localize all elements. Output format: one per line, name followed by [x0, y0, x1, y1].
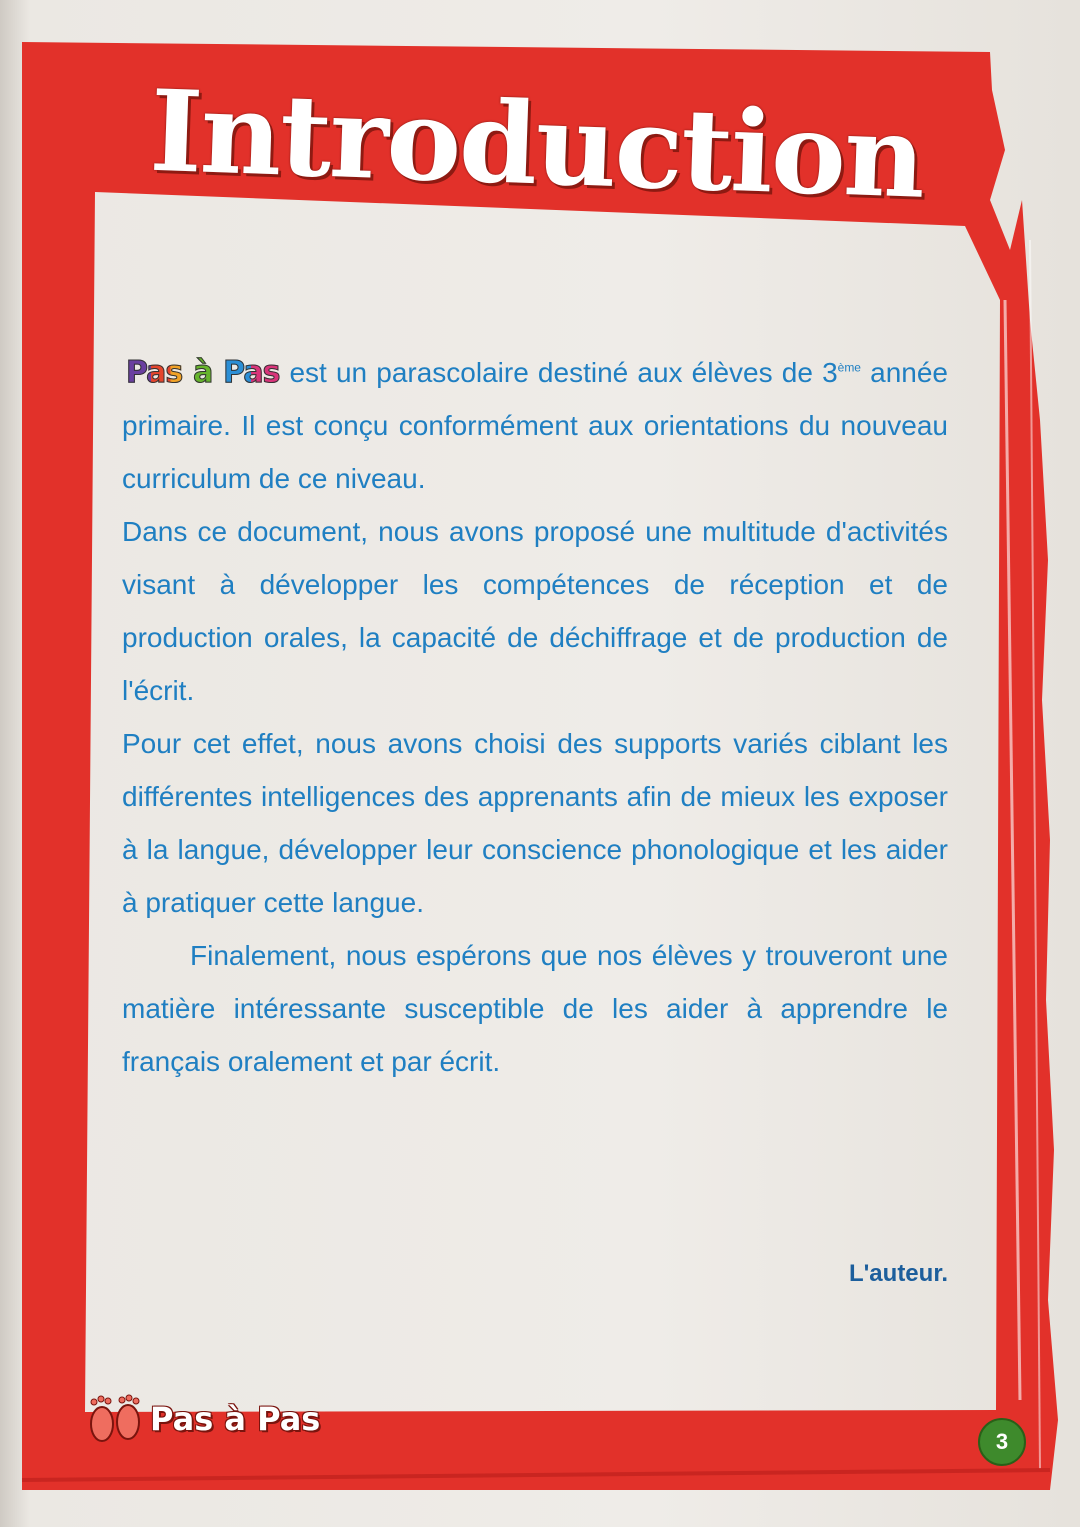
page-title: Introduction: [147, 65, 926, 224]
paragraph-3: Pour cet effet, nous avons choisi des supports variés ciblant les différentes intelligences des apprenants afin de mieux les exposer à la langue, développer leur conscience phonologique et les aider à pratiquer cette langue.: [122, 728, 948, 918]
paragraph-2: Dans ce document, nous avons proposé une multitude d'activités visant à développer les compétences de réception et de production orales, la capacité de déchiffrage et de production de l'écrit.: [122, 516, 948, 706]
p1-rest: année primaire. Il est conçu conformément aux orientations du nouveau curriculum de ce niveau.: [122, 357, 948, 494]
author-signature: L'auteur.: [848, 1260, 948, 1287]
paragraph-1: [122, 346, 948, 505]
pas-a-pas-logo: Pas à Pas: [122, 355, 283, 390]
page-number-badge: 3: [978, 1418, 1026, 1466]
p1-text: est un parascolaire destiné aux élèves de: [289, 357, 813, 388]
footprints-icon: [80, 1392, 150, 1448]
grade-number: 3: [822, 357, 838, 388]
paragraph-4: Finalement, nous espérons que nos élèves y trouveront une matière intéressante susceptible de les aider à apprendre le français oralement et par écrit.: [122, 940, 948, 1077]
grade-superscript: ème: [837, 360, 861, 375]
intro-text: [122, 346, 948, 1088]
footer-brand: Pas à Pas: [150, 1400, 321, 1438]
